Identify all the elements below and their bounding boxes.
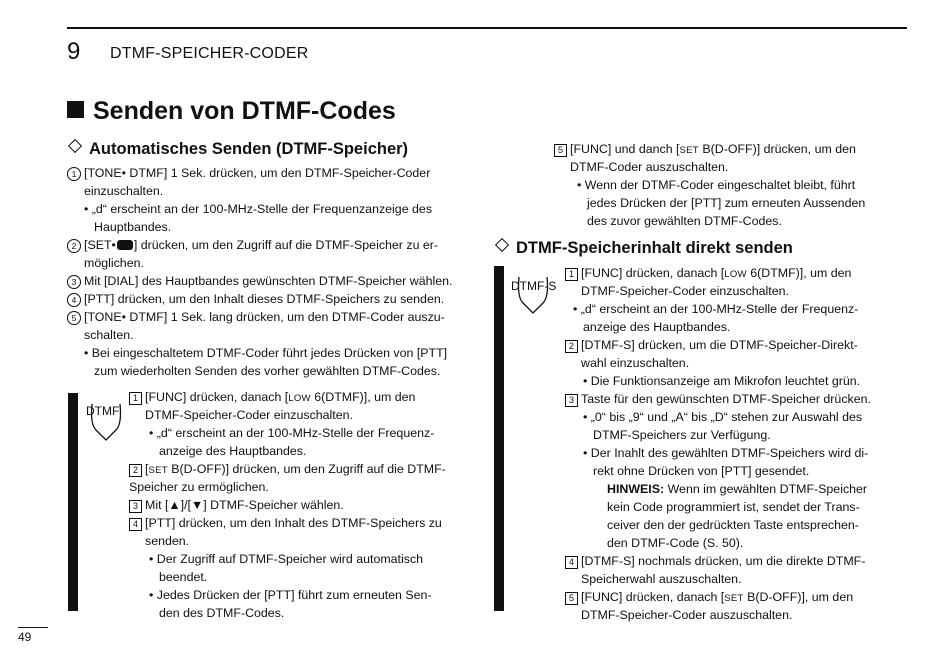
mic-label: DTMF (86, 404, 120, 418)
key-icon (117, 240, 133, 250)
diamond-icon (495, 238, 509, 252)
mic-label-2: DTMF-S (511, 279, 557, 293)
auto-step-1-cont: einzuschalten. (84, 184, 164, 198)
mic-step-4-note-2-cont: den des DTMF-Codes. (159, 606, 285, 620)
auto-step-1-note-cont: Hauptbandes. (94, 220, 172, 234)
direct-send-heading: DTMF-Speicherinhalt direkt senden (494, 239, 793, 258)
direct-hint-cont-1: kein Code programmiert ist, sendet der Trans- (607, 500, 860, 514)
header-rule (67, 27, 907, 29)
mic-step-4-cont: senden. (145, 534, 190, 548)
direct-step-4-cont: Speicherwahl auszuschalten. (581, 572, 742, 586)
direct-step-1-cont: DTMF-Speicher-Coder einzuschalten. (581, 284, 789, 298)
direct-hint-cont-3: den DTMF-Code (S. 50). (607, 536, 744, 550)
square-bullet-icon (67, 101, 84, 118)
mic-step-2: 2 [SET B(D-OFF)] drücken, um den Zugriff auf die DTMF- (129, 460, 446, 480)
microphone-icon (86, 398, 126, 448)
auto-step-1-note: • „d“ erscheint an der 100-MHz-Stelle der Frequenzanzeige des (84, 202, 433, 216)
direct-step-2-note: • Die Funktionsanzeige am Mikrofon leuchtet grün. (583, 374, 861, 388)
mic-step-4-note-2: • Jedes Drücken der [PTT] führt zum erneuten Sen- (149, 588, 432, 602)
diamond-icon (68, 139, 82, 153)
mic-step-5-note: • Wenn der DTMF-Coder eingeschaltet bleibt, führt (577, 178, 856, 192)
direct-step-1-note: • „d“ erscheint an der 100-MHz-Stelle der Frequenz- (573, 302, 859, 316)
direct-step-3-note-2: • Der Inahlt des gewählten DTMF-Speichers wird di- (583, 446, 869, 460)
direct-hint: HINWEIS: Wenn im gewählten DTMF-Speicher (607, 482, 868, 496)
direct-step-2: 2 [DTMF-S] drücken, um die DTMF-Speicher-Direkt- (565, 336, 858, 354)
mic-step-5-note-cont-2: des zuvor gewählten DTMF-Codes. (587, 214, 782, 228)
mic-sidebar-bar (68, 393, 78, 611)
mic-step-1-note: • „d“ erscheint an der 100-MHz-Stelle der Frequenz- (149, 426, 435, 440)
direct-step-2-cont: wahl einzuschalten. (581, 356, 690, 370)
mic-step-5-note-cont-1: jedes Drücken der [PTT] zum erneuten Aussenden (587, 196, 866, 210)
microphone-icon-2 (510, 271, 556, 321)
mic-step-1-note-cont: anzeige des Hauptbandes. (159, 444, 307, 458)
direct-hint-cont-2: ceiver den der gedrückten Taste entsprechen- (607, 518, 859, 532)
direct-step-5-cont: DTMF-Speicher-Coder auszuschalten. (581, 608, 793, 622)
direct-step-3-note-2-cont: rekt ohne Drücken von [PTT] gesendet. (593, 464, 810, 478)
direct-step-3-note-1-cont: DTMF-Speichers zur Verfügung. (593, 428, 771, 442)
direct-step-4: 4 [DTMF-S] nochmals drücken, um die direkte DTMF- (565, 552, 865, 570)
auto-step-3: 3 Mit [DIAL] des Hauptbandes gewünschten DTMF-Speicher wählen. (67, 272, 452, 290)
auto-step-5: 5 [TONE• DTMF] 1 Sek. lang drücken, um den DTMF-Coder auszu- (67, 308, 445, 326)
auto-step-2: 2 [SET• ] drücken, um den Zugriff auf die DTMF-Speicher zu er- (67, 236, 438, 254)
auto-step-5-note: • Bei eingeschaltetem DTMF-Coder führt jedes Drücken von [PTT] (84, 346, 448, 360)
mic-step-5-cont: DTMF-Coder auszuschalten. (570, 160, 729, 174)
mic-step-4-note-1: • Der Zugriff auf DTMF-Speicher wird automatisch (149, 552, 424, 566)
mic-step-3: 3 Mit [▲]/[▼] DTMF-Speicher wählen. (129, 496, 344, 514)
mic-step-4: 4 [PTT] drücken, um den Inhalt des DTMF-Speichers zu (129, 514, 442, 532)
chapter-title: DTMF-SPEICHER-CODER (110, 45, 309, 62)
direct-step-1: 1 [FUNC] drücken, danach [LOW 6(DTMF)], um den (565, 264, 851, 284)
auto-step-2-cont: möglichen. (84, 256, 144, 270)
auto-step-4: 4 [PTT] drücken, um den Inhalt dieses DTMF-Speichers zu senden. (67, 290, 444, 308)
direct-step-5: 5 [FUNC] drücken, danach [SET B(D-OFF)], um den (565, 588, 853, 608)
direct-step-1-note-cont: anzeige des Hauptbandes. (583, 320, 731, 334)
chapter-number: 9 (67, 38, 81, 65)
mic-step-1-cont: DTMF-Speicher-Coder einzuschalten. (145, 408, 353, 422)
mic-step-5: 5 [FUNC] und danch [SET B(D-OFF)] drücken, um den (554, 140, 856, 160)
mic-step-2-cont: Speicher zu ermöglichen. (129, 480, 269, 494)
auto-send-heading: Automatisches Senden (DTMF-Speicher) (67, 140, 408, 159)
auto-step-1: 1 [TONE• DTMF] 1 Sek. drücken, um den DTMF-Speicher-Coder (67, 164, 430, 182)
mic-sidebar-bar-2 (494, 266, 504, 611)
page-number-rule (18, 627, 48, 628)
auto-step-5-cont: schalten. (84, 328, 134, 342)
auto-step-5-note-cont: zum wiederholten Senden des vorher gewählten DTMF-Codes. (94, 364, 441, 378)
mic-step-4-note-1-cont: beendet. (159, 570, 208, 584)
page-number: 49 (18, 630, 32, 644)
section-title: Senden von DTMF-Codes (67, 97, 396, 126)
mic-step-1: 1 [FUNC] drücken, danach [LOW 6(DTMF)], um den (129, 388, 415, 408)
direct-step-3: 3 Taste für den gewünschten DTMF-Speicher drücken. (565, 390, 871, 408)
direct-step-3-note-1: • „0“ bis „9“ und „A“ bis „D“ stehen zur Auswahl des (583, 410, 863, 424)
